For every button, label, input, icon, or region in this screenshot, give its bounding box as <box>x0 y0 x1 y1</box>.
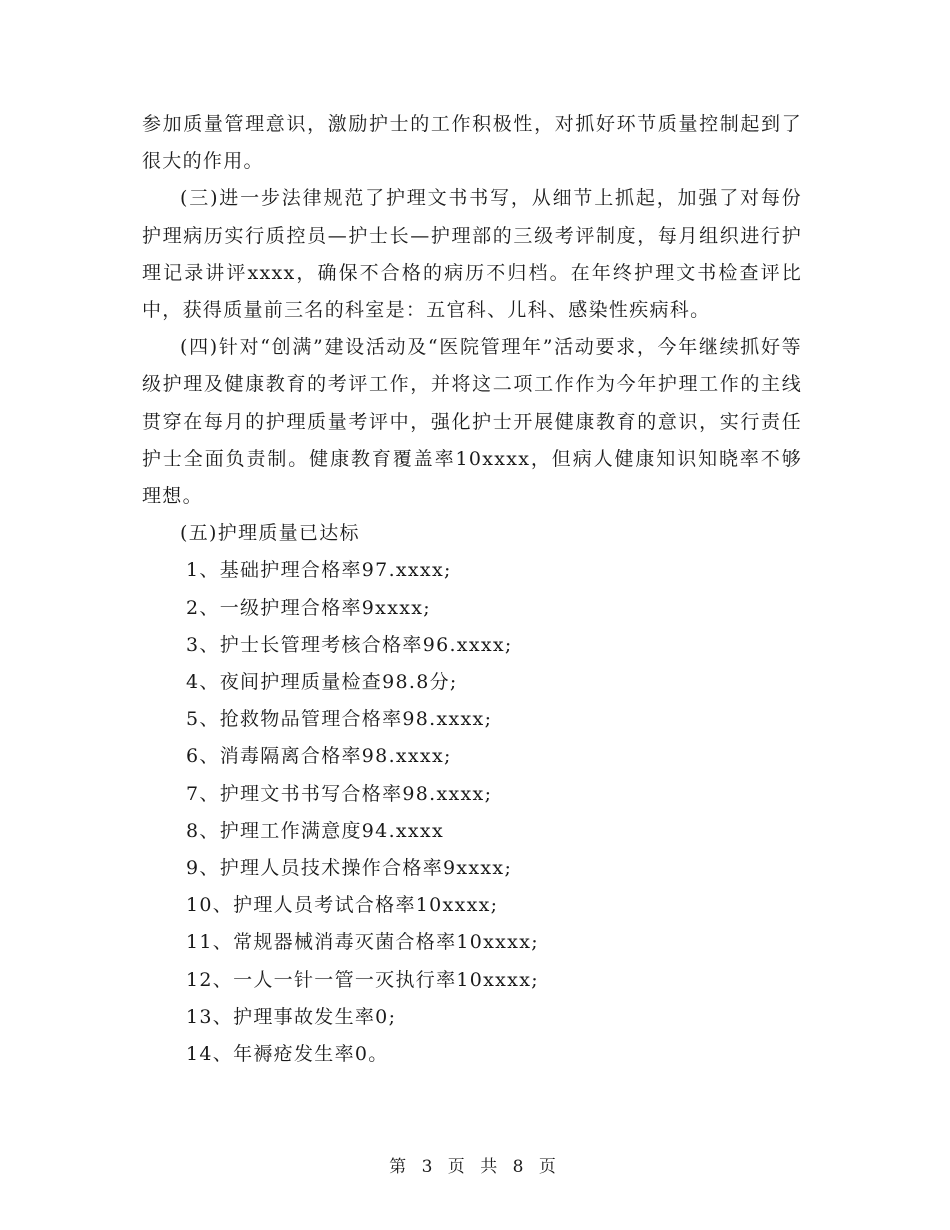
list-item: 2、一级护理合格率9xxxx; <box>186 596 431 619</box>
paragraph-section-5-heading: (五)护理质量已达标 <box>180 522 360 545</box>
list-item: 8、护理工作满意度94.xxxx <box>186 819 444 842</box>
document-body <box>142 106 802 1073</box>
paragraph-section-4: (四)针对“创满”建设活动及“医院管理年”活动要求，今年继续抓好等级护理及健康教育的考评工作，并将这二项工作作为今年护理工作的主线贯穿在每月的护理质量考评中，强化护士开展健康教育的意识，实行责任护士全面负责制。健康教育覆盖率10xxxx，但病人健康知识知晓率不够理想。 <box>142 336 802 508</box>
list-item: 9、护理人员技术操作合格率9xxxx; <box>186 857 513 880</box>
list-item: 5、抢救物品管理合格率98.xxxx; <box>186 708 493 731</box>
list-item: 6、消毒隔离合格率98.xxxx; <box>186 745 452 768</box>
list-item: 10、护理人员考试合格率10xxxx; <box>186 894 499 917</box>
list-item: 14、年褥疮发生率0。 <box>186 1043 389 1066</box>
page-number-footer: 第 3 页 共 8 页 <box>389 1157 561 1177</box>
list-item: 12、一人一针一管一灭执行率10xxxx; <box>186 968 539 991</box>
list-item: 7、护理文书书写合格率98.xxxx; <box>186 782 493 805</box>
list-item: 4、夜间护理质量检查98.8分; <box>186 671 458 694</box>
list-item: 13、护理事故发生率0; <box>186 1005 397 1028</box>
list-item: 3、护士长管理考核合格率96.xxxx; <box>186 633 513 656</box>
list-item: 1、基础护理合格率97.xxxx; <box>186 559 452 582</box>
paragraph-continuation: 参加质量管理意识，激励护士的工作积极性，对抓好环节质量控制起到了很大的作用。 <box>142 113 802 173</box>
quality-metrics-list <box>142 552 802 1073</box>
paragraph-section-3: (三)进一步法律规范了护理文书书写，从细节上抓起，加强了对每份护理病历实行质控员—护士长—护理部的三级考评制度，每月组织进行护理记录讲评xxxx，确保不合格的病历不归档。在年终护理文书检查评比中，获得质量前三名的科室是：五官科、儿科、感染性疾病科。 <box>142 187 802 322</box>
list-item: 11、常规器械消毒灭菌合格率10xxxx; <box>186 931 539 954</box>
